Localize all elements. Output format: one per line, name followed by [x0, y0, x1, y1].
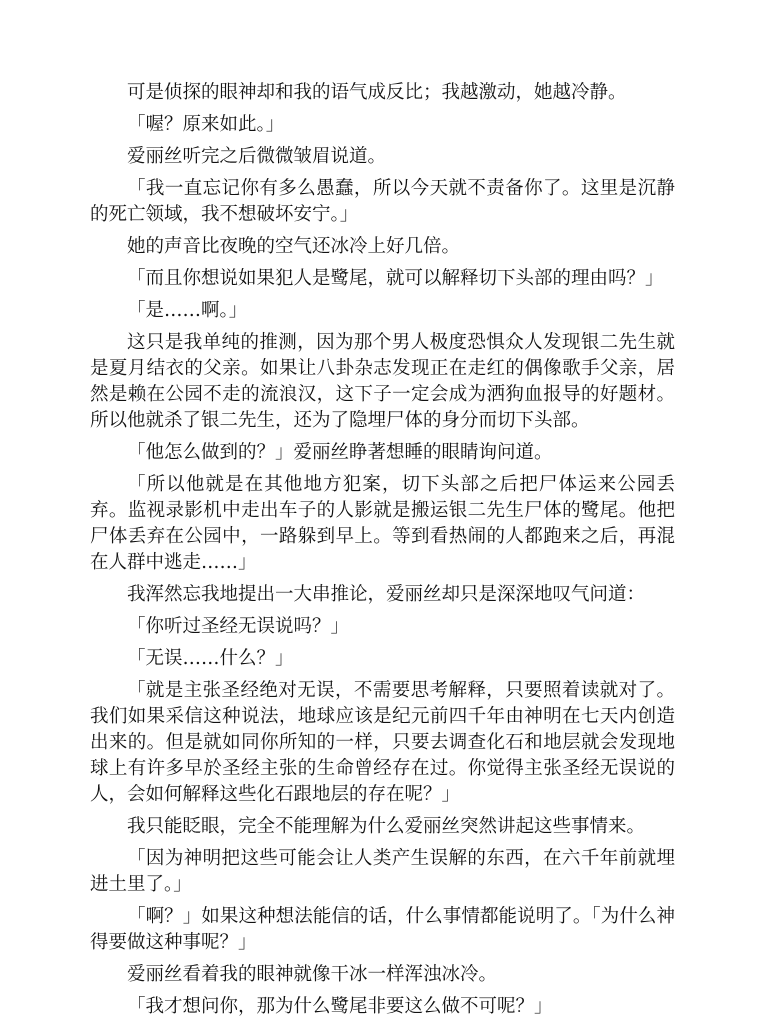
paragraph: 「就是主张圣经绝对无误，不需要思考解释，只要照着读就对了。我们如果采信这种说法，地球应该是纪元前四千年由神明在七天内创造出来的。但是就如同你所知的一样，只要去调查化石和地层就会发现地球上有许多早於圣经主张的生命曾经存在过。你觉得主张圣经无误说的人，会如何解释这些化石跟地层的存在呢？」 [90, 680, 675, 805]
paragraph: 她的声音比夜晚的空气还冰冷上好几倍。 [127, 236, 461, 257]
paragraph: 「无误……什么？」 [127, 648, 294, 669]
paragraph: 「啊？」如果这种想法能信的话，什么事情都能说明了。「为什么神得要做这种事呢？」 [90, 906, 675, 953]
paragraph: 爱丽丝看着我的眼神就像干冰一样浑浊冰冷。 [127, 964, 498, 985]
paragraph: 「而且你想说如果犯人是鹭尾，就可以解释切下头部的理由吗？」 [127, 268, 664, 289]
paragraph: 我浑然忘我地提出一大串推论，爱丽丝却只是深深地叹气问道： [127, 584, 646, 605]
paragraph: 我只能眨眼，完全不能理解为什么爱丽丝突然讲起这些事情来。 [127, 816, 646, 837]
paragraph: 「所以他就是在其他地方犯案，切下头部之后把尸体运来公园丢弃。监视录影机中走出车子的人影就是搬运银二先生尸体的鹭尾。他把尸体丢弃在公园中，一路躲到早上。等到看热闹的人都跑来之后，再混在人群中逃走……」 [90, 474, 675, 573]
paragraph: 「喔？原来如此。」 [127, 114, 285, 135]
paragraph: 「他怎么做到的？」爱丽丝睁著想睡的眼睛询问道。 [127, 442, 553, 463]
paragraph: 「是……啊。」 [127, 300, 248, 321]
paragraph: 「我一直忘记你有多么愚蠢，所以今天就不责备你了。这里是沉静的死亡领域，我不想破坏安宁。」 [90, 178, 675, 225]
paragraph: 这只是我单纯的推测，因为那个男人极度恐惧众人发现银二先生就是夏月结衣的父亲。如果让八卦杂志发现正在走红的偶像歌手父亲，居然是赖在公园不走的流浪汉，这下子一定会成为洒狗血报导的好题材。所以他就杀了银二先生，还为了隐埋尸体的身分而切下头部。 [90, 332, 675, 431]
paragraph: 可是侦探的眼神却和我的语气成反比；我越激动，她越冷静。 [127, 82, 627, 103]
paragraph: 「我才想问你，那为什么鹭尾非要这么做不可呢？」 [127, 996, 553, 1017]
document-page [90, 80, 675, 1026]
paragraph: 爱丽丝听完之后微微皱眉说道。 [127, 146, 387, 167]
paragraph: 「你听过圣经无误说吗？」 [127, 616, 350, 637]
paragraph: 「因为神明把这些可能会让人类产生误解的东西，在六千年前就埋进土里了。」 [90, 848, 675, 895]
